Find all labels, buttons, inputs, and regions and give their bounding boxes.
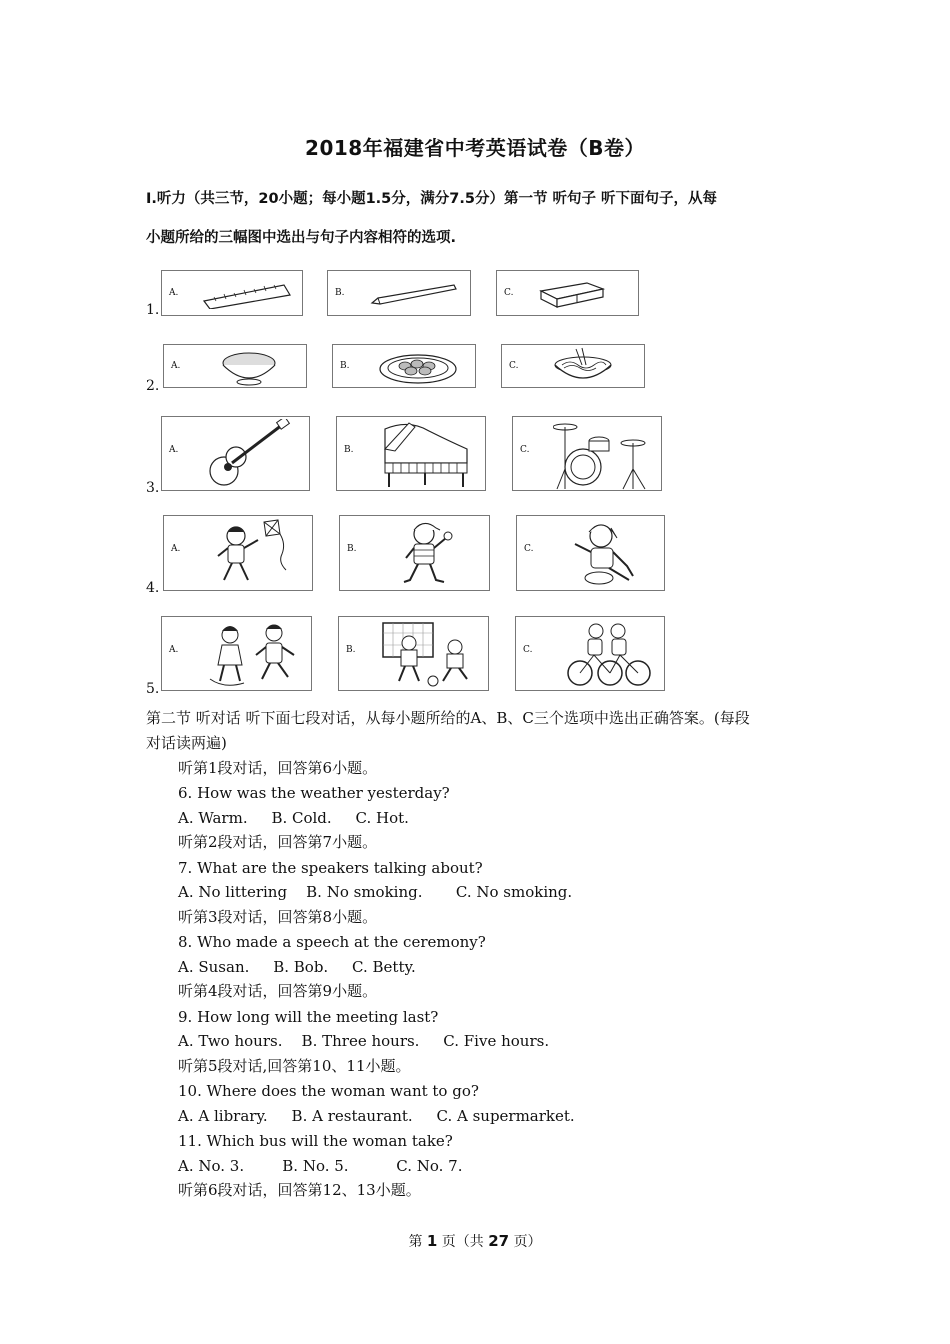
option-image-box[interactable] <box>516 515 665 591</box>
option-label: C. <box>523 644 533 655</box>
answer-options <box>178 1031 549 1051</box>
option-image-box[interactable] <box>332 344 476 388</box>
option-label: A. <box>171 360 181 371</box>
option-a[interactable]: A. No littering <box>178 883 288 901</box>
question-number: 1. <box>146 302 160 318</box>
option-image-box[interactable] <box>163 515 313 591</box>
dialogue-intro: 听第1段对话，回答第6小题。 <box>178 759 378 777</box>
option-b[interactable]: B. No smoking. <box>306 883 423 901</box>
kids-cycling-icon <box>566 619 656 691</box>
pencil-icon <box>368 283 460 307</box>
dialogue-intro: 听第5段对话,回答第10、11小题。 <box>178 1057 411 1075</box>
footer-suffix: 页） <box>513 1234 542 1250</box>
rice-bowl-icon <box>216 347 282 387</box>
option-label: B. <box>335 287 345 298</box>
dialogue-intro: 听第6段对话，回答第12、13小题。 <box>178 1181 421 1199</box>
option-image-box[interactable] <box>512 416 662 491</box>
eraser-icon <box>537 279 607 309</box>
option-label: C. <box>520 444 530 455</box>
answer-options <box>178 957 416 977</box>
option-b[interactable]: B. Cold. <box>271 809 332 827</box>
option-b[interactable]: B. No. 5. <box>282 1157 349 1175</box>
option-image-box[interactable] <box>327 270 471 316</box>
question-text: 6. How was the weather yesterday? <box>178 784 450 802</box>
option-label: C. <box>504 287 514 298</box>
option-b[interactable]: B. Three hours. <box>301 1032 420 1050</box>
option-image-box[interactable] <box>515 616 665 691</box>
option-image-box[interactable] <box>501 344 645 388</box>
option-c[interactable]: C. Betty. <box>352 958 416 976</box>
option-c[interactable]: C. A supermarket. <box>436 1107 575 1125</box>
dialogue-intro: 听第4段对话，回答第9小题。 <box>178 982 378 1000</box>
dialogue-intro: 听第2段对话，回答第7小题。 <box>178 833 378 851</box>
current-page-number: 1 <box>426 1232 438 1250</box>
section2-instruction-line-2: 对话读两遍) <box>146 734 227 752</box>
page-title: 2018年福建省中考英语试卷（B卷） <box>305 136 645 160</box>
waving-boy-icon <box>396 518 466 590</box>
option-label: B. <box>346 644 356 655</box>
option-image-box[interactable] <box>338 616 489 691</box>
guitar-icon <box>202 419 292 489</box>
drum-kit-icon <box>553 419 653 491</box>
kids-soccer-icon <box>379 619 479 691</box>
page-footer <box>0 1231 950 1251</box>
option-image-box[interactable] <box>161 270 303 316</box>
option-b[interactable]: B. Bob. <box>273 958 329 976</box>
noodles-bowl-icon <box>550 347 616 387</box>
section2-instruction-line-1: 第二节 听对话 听下面七段对话，从每小题所给的A、B、C三个选项中选出正确答案。(每段 <box>146 709 750 727</box>
answer-options <box>178 1106 575 1126</box>
option-c[interactable]: C. No. 7. <box>396 1157 463 1175</box>
option-image-box[interactable] <box>161 616 312 691</box>
kids-skating-icon <box>204 619 304 691</box>
option-label: A. <box>169 444 179 455</box>
option-a[interactable]: A. Warm. <box>178 809 248 827</box>
option-image-box[interactable] <box>339 515 490 591</box>
option-label: C. <box>524 544 534 555</box>
option-label: A. <box>169 287 179 298</box>
footer-prefix: 第 <box>408 1234 423 1250</box>
sitting-child-icon <box>569 518 649 590</box>
question-text: 9. How long will the meeting last? <box>178 1008 439 1026</box>
question-number: 5. <box>146 681 160 697</box>
total-pages-number: 27 <box>488 1232 510 1250</box>
footer-middle: 页（共 <box>441 1234 484 1250</box>
question-number: 3. <box>146 480 160 496</box>
instruction-line-2: 小题所给的三幅图中选出与句子内容相符的选项. <box>146 230 457 246</box>
question-text: 8. Who made a speech at the ceremony? <box>178 933 486 951</box>
answer-options <box>178 808 409 828</box>
option-a[interactable]: A. Susan. <box>178 958 250 976</box>
option-a[interactable]: A. No. 3. <box>178 1157 245 1175</box>
question-text: 7. What are the speakers talking about? <box>178 859 483 877</box>
option-a[interactable]: A. Two hours. <box>178 1032 283 1050</box>
ruler-icon <box>202 281 294 309</box>
option-image-box[interactable] <box>336 416 486 491</box>
option-label: C. <box>509 360 519 371</box>
question-number: 2. <box>146 378 160 394</box>
dialogue-intro: 听第3段对话，回答第8小题。 <box>178 908 378 926</box>
question-text: 10. Where does the woman want to go? <box>178 1082 479 1100</box>
option-image-box[interactable] <box>163 344 307 388</box>
option-label: A. <box>169 644 179 655</box>
option-label: B. <box>344 444 354 455</box>
option-b[interactable]: B. A restaurant. <box>291 1107 413 1125</box>
question-text: 11. Which bus will the woman take? <box>178 1132 453 1150</box>
option-image-box[interactable] <box>496 270 639 316</box>
option-c[interactable]: C. Five hours. <box>443 1032 550 1050</box>
piano-icon <box>379 419 473 491</box>
option-a[interactable]: A. A library. <box>178 1107 268 1125</box>
question-number: 4. <box>146 580 160 596</box>
dumplings-plate-icon <box>377 349 459 385</box>
kite-boy-icon <box>214 518 294 590</box>
option-label: B. <box>340 360 350 371</box>
option-label: A. <box>171 544 181 555</box>
option-c[interactable]: C. No smoking. <box>455 883 573 901</box>
option-c[interactable]: C. Hot. <box>355 809 409 827</box>
option-image-box[interactable] <box>161 416 310 491</box>
option-label: B. <box>347 544 357 555</box>
answer-options <box>178 1156 462 1176</box>
instruction-line-1: I.听力（共三节，20小题；每小题1.5分，满分7.5分）第一节 听句子 听下面句子，从每 <box>146 191 718 207</box>
answer-options <box>178 882 572 902</box>
